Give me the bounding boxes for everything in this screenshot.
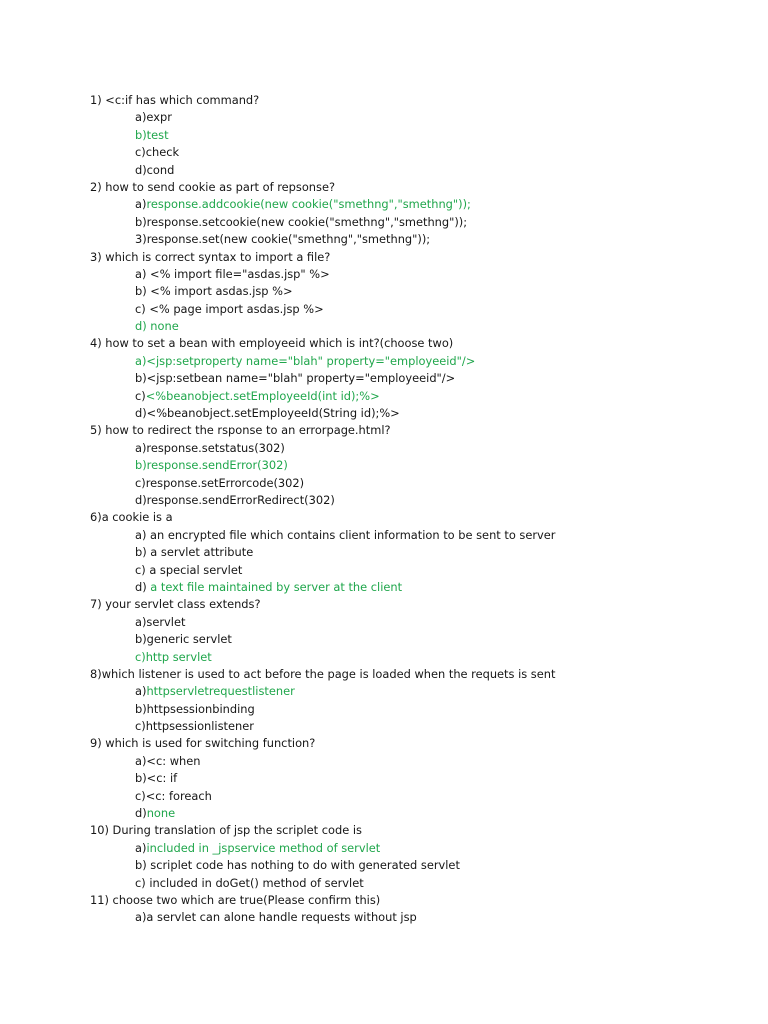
- option-text: a)<c: when: [135, 753, 201, 768]
- option-text: c) a special servlet: [135, 562, 243, 577]
- answer-option: [90, 144, 730, 161]
- correct-answer-text: b)test: [135, 127, 169, 142]
- question-text: [90, 666, 730, 683]
- question-label: 6)a cookie is a: [90, 510, 173, 525]
- correct-answer-text: c)http servlet: [135, 649, 212, 664]
- option-text: a)a servlet can alone handle requests without jsp: [135, 910, 417, 925]
- question-label: 1) <c:if has which command?: [90, 93, 260, 107]
- option-letter: a): [135, 840, 147, 855]
- answer-option: [90, 109, 730, 126]
- answer-option: [90, 475, 730, 492]
- option-text: a) an encrypted file which contains client information to be sent to server: [135, 527, 556, 542]
- option-text: b) <% import asdas.jsp %>: [135, 284, 293, 299]
- option-letter: a): [135, 197, 147, 212]
- answer-option: [90, 492, 730, 509]
- answer-option: [90, 162, 730, 179]
- question-text: [90, 735, 730, 752]
- correct-answer-text: httpservletrequestlistener: [146, 684, 295, 699]
- answer-option: [90, 266, 730, 283]
- option-text: 3)response.set(new cookie("smethng","smethng"));: [135, 232, 431, 247]
- question-text: [90, 179, 730, 196]
- answer-option: [90, 353, 730, 370]
- answer-option: [90, 388, 730, 405]
- answer-option: [90, 718, 730, 735]
- question-label: 11) choose two which are true(Please confirm this): [90, 892, 381, 907]
- option-letter: a): [135, 684, 147, 699]
- question-text: [90, 92, 730, 109]
- correct-answer-text: response.addcookie(new cookie("smethng","smethng"));: [146, 197, 471, 212]
- option-letter: c): [135, 388, 146, 403]
- option-text: b)<jsp:setbean name="blah" property="employeeid"/>: [135, 371, 456, 386]
- answer-option: [90, 857, 730, 874]
- answer-option: [90, 301, 730, 318]
- question-label: 3) which is correct syntax to import a file?: [90, 249, 331, 264]
- answer-option: [90, 370, 730, 387]
- answer-option: [90, 683, 730, 700]
- question-text: [90, 509, 730, 526]
- option-text: a)expr: [135, 110, 172, 125]
- option-text: c) included in doGet() method of servlet: [135, 875, 364, 890]
- option-letter: d): [135, 806, 147, 821]
- question-label: 9) which is used for switching function?: [90, 736, 316, 751]
- answer-option: [90, 614, 730, 631]
- option-text: d)cond: [135, 162, 175, 177]
- answer-option: [90, 231, 730, 248]
- question-text: [90, 596, 730, 613]
- question-label: 5) how to redirect the rsponse to an errorpage.html?: [90, 423, 391, 438]
- question-text: [90, 422, 730, 439]
- correct-answer-text: b)response.sendError(302): [135, 458, 288, 473]
- answer-option: [90, 788, 730, 805]
- answer-option: [90, 196, 730, 213]
- option-text: c)httpsessionlistener: [135, 719, 254, 734]
- question-label: 10) During translation of jsp the scriplet code is: [90, 823, 362, 838]
- option-text: b) scriplet code has nothing to do with generated servlet: [135, 858, 460, 873]
- correct-answer-text: none: [146, 806, 176, 821]
- correct-answer-text: a)<jsp:setproperty name="blah" property="employeeid"/>: [135, 353, 476, 368]
- answer-option: [90, 527, 730, 544]
- correct-answer-text: d) none: [135, 319, 179, 334]
- option-letter: d): [135, 579, 151, 594]
- correct-answer-text: included in _jspservice method of servlet: [146, 840, 381, 855]
- answer-option: [90, 318, 730, 335]
- option-text: d)<%beanobject.setEmployeeId(String id);%>: [135, 406, 400, 421]
- answer-option: [90, 649, 730, 666]
- answer-option: [90, 701, 730, 718]
- correct-answer-text: a text file maintained by server at the client: [150, 579, 403, 594]
- option-text: b)httpsessionbinding: [135, 701, 255, 716]
- answer-option: [90, 405, 730, 422]
- answer-option: [90, 753, 730, 770]
- question-label: 2) how to send cookie as part of repsonse?: [90, 179, 335, 194]
- option-text: a)response.setstatus(302): [135, 440, 285, 455]
- answer-option: [90, 840, 730, 857]
- answer-option: [90, 579, 730, 596]
- answer-option: [90, 631, 730, 648]
- option-text: a)servlet: [135, 614, 186, 629]
- answer-option: [90, 457, 730, 474]
- option-text: c) <% page import asdas.jsp %>: [135, 301, 324, 316]
- question-text: [90, 822, 730, 839]
- answer-option: [90, 909, 730, 926]
- answer-option: [90, 875, 730, 892]
- option-text: c)response.setErrorcode(302): [135, 475, 305, 490]
- option-text: c)check: [135, 145, 180, 160]
- question-text: [90, 335, 730, 352]
- question-text: [90, 892, 730, 909]
- question-label: 4) how to set a bean with employeeid which is int?(choose two): [90, 336, 454, 351]
- correct-answer-text: <%beanobject.setEmployeeId(int id);%>: [145, 388, 380, 403]
- answer-option: [90, 544, 730, 561]
- question-label: 7) your servlet class extends?: [90, 597, 261, 612]
- option-text: a) <% import file="asdas.jsp" %>: [135, 266, 330, 281]
- option-text: b)response.setcookie(new cookie("smethng","smethng"));: [135, 214, 468, 229]
- answer-option: [90, 283, 730, 300]
- answer-option: [90, 440, 730, 457]
- question-label: 8)which listener is used to act before the page is loaded when the requets is sent: [90, 666, 556, 681]
- question-text: [90, 249, 730, 266]
- quiz-document: [90, 92, 730, 927]
- option-text: b) a servlet attribute: [135, 545, 254, 560]
- answer-option: [90, 770, 730, 787]
- answer-option: [90, 562, 730, 579]
- answer-option: [90, 805, 730, 822]
- option-text: b)generic servlet: [135, 632, 232, 647]
- option-text: d)response.sendErrorRedirect(302): [135, 492, 335, 507]
- answer-option: [90, 127, 730, 144]
- option-text: b)<c: if: [135, 771, 178, 786]
- answer-option: [90, 214, 730, 231]
- option-text: c)<c: foreach: [135, 788, 212, 803]
